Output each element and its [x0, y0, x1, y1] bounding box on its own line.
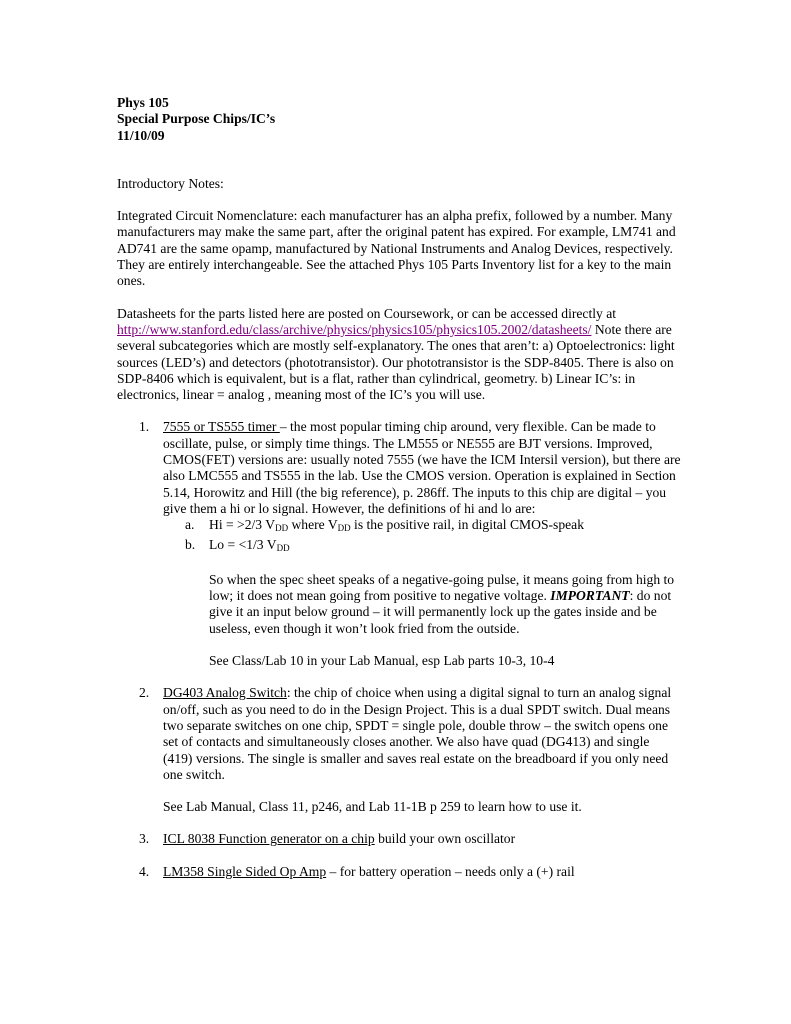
item-description: [163, 685, 682, 783]
item-number: 1.: [139, 419, 150, 435]
sub-item-lo: [163, 537, 682, 556]
see-reference: See Lab Manual, Class 11, p246, and Lab 11-1B p 259 to learn how to use it.: [163, 799, 582, 815]
item-name: DG403 Analog Switch: [163, 685, 287, 701]
item-name: ICL 8038 Function generator on a chip: [163, 831, 375, 847]
sub-item-text: is the positive rail, in digital CMOS-speak: [350, 517, 584, 533]
item-text: – the most popular timing chip around, very flexible. Can be made to oscillate, pulse, or simply time things. The LM555 or NE555 are BJT versions. Improved, CMOS(FET) versions are: usually noted 7555 (we have the ICM Intersil version), but there are also LMC555 and TS555 in the lab. Use the CMOS version. Operation is explained in Section 5.14, Horowitz and Hill (the big reference), p. 286ff. The inputs to this chip are digital – you give them a hi or lo signal. However, the definitions of hi and lo are:: [163, 419, 681, 516]
subscript: DD: [276, 542, 290, 553]
item-number: 4.: [139, 863, 150, 879]
intro-paragraph-nomenclature: Integrated Circuit Nomenclature: each manufacturer has an alpha prefix, followed by a number. Many manufacturers may make the same part, after the original patent has expired. For example, LM741 and AD741 are the same opamp, manufactured by National Instruments and Analog Devices, respectively. They are entirely interchangeable. See the attached Phys 105 Parts Inventory list for a key to the main ones.: [117, 208, 676, 289]
list-item: [117, 831, 682, 847]
note-text: So when the spec sheet speaks of a negative-going pulse, it means going from high to low; it does not mean going from positive to negative voltage.: [209, 571, 675, 604]
intro-paragraph-datasheets: [117, 306, 682, 404]
document-page: [117, 95, 682, 880]
datasheets-text-before: Datasheets for the parts listed here are posted on Coursework, or can be accessed directly at: [117, 305, 616, 321]
sub-item-text: where V: [288, 517, 338, 533]
list-item: [117, 685, 682, 815]
item-description: [163, 419, 682, 517]
sub-item-text: Hi = >2/3 V: [209, 517, 276, 533]
sub-item-letter: a.: [185, 517, 195, 533]
item-description: [163, 864, 682, 880]
document-date: 11/10/09: [117, 127, 165, 143]
list-item: [117, 419, 682, 669]
negative-pulse-note: [163, 572, 682, 637]
sub-item-text: Lo = <1/3 V: [209, 536, 277, 552]
sub-item-hi: [163, 517, 682, 536]
item-number: 2.: [139, 685, 150, 701]
item-text: – for battery operation – needs only a (+) rail: [326, 863, 575, 879]
subscript: DD: [275, 523, 289, 534]
item-text: build your own oscillator: [374, 831, 516, 847]
item-name: LM358 Single Sided Op Amp: [163, 863, 327, 879]
chip-list: [117, 419, 682, 880]
hi-lo-definitions: [163, 517, 682, 556]
datasheets-text-after: Note there are several subcategories which are mostly self-explanatory. The ones that aren’t: a) Optoelectronics: light sources (LED’s) and detectors (phototransistor). Our phototransistor is the SDP-8405. There is also on SDP-8406 which is equivalent, but is a flat, rather than cylindrical, geometry. b) Linear IC’s: in electronics, linear = analog , meaning most of the IC’s you will use.: [117, 321, 675, 403]
item-description: [163, 831, 682, 847]
item-name: 7555 or TS555 timer: [163, 419, 280, 435]
item-number: 3.: [139, 831, 150, 847]
important-label: IMPORTANT: [550, 588, 630, 604]
intro-heading: Introductory Notes:: [117, 175, 224, 191]
subscript: DD: [337, 523, 351, 534]
sub-item-letter: b.: [185, 536, 196, 552]
list-item: [117, 864, 682, 880]
document-title: Special Purpose Chips/IC’s: [117, 111, 276, 127]
see-reference: See Class/Lab 10 in your Lab Manual, esp Lab parts 10-3, 10-4: [209, 653, 555, 669]
item-text: : the chip of choice when using a digital signal to turn an analog signal on/off, such as you need to do in the Design Project. This is a dual SPDT switch. Dual means two separate switches on one chip, SPDT = single pole, double throw – the switch opens one set of contacts and simultaneously closes another. We also have quad (DG413) and single (419) versions. The single is smaller and saves real estate on the breadboard if you only need one switch.: [163, 685, 672, 782]
note-text: : do not give it an input below ground – it will permanently lock up the gates inside and be useless, even though it won’t look fried from the outside.: [209, 588, 672, 636]
course-title: Phys 105: [117, 95, 169, 110]
datasheets-link[interactable]: http://www.stanford.edu/class/archive/physics/physics105/physics105.2002/datasheets/: [117, 321, 592, 337]
